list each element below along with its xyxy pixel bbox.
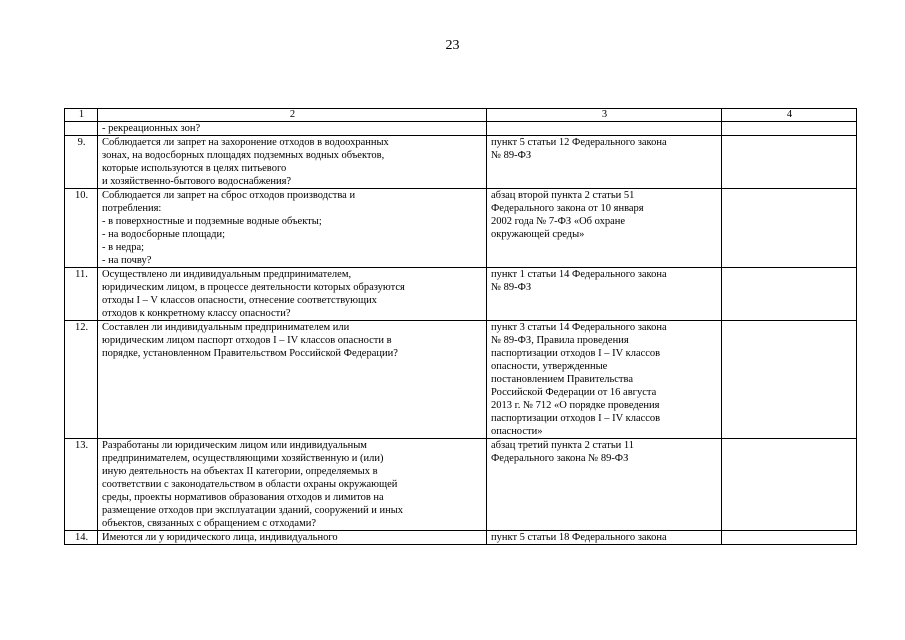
header-cell-1: 1: [65, 109, 98, 122]
question-line: зонах, на водосборных площадях подземных водных объектов,: [102, 150, 385, 161]
row-number: 9.: [65, 136, 98, 189]
reference-cell: [487, 531, 722, 545]
question-line: Соблюдается ли запрет на захоронение отходов в водоохранных: [102, 137, 389, 148]
question-line: порядке, установленном Правительством Российской Федерации?: [102, 348, 398, 359]
page-number: 23: [445, 38, 460, 53]
question-line: юридическим лицом паспорт отходов I – IV классов опасности в: [102, 335, 392, 346]
question-line: Составлен ли индивидуальным предпринимателем или: [102, 322, 350, 333]
table-header-row: [65, 109, 857, 122]
reference-line: абзац третий пункта 2 статьи 11: [491, 440, 634, 451]
note-cell: [722, 321, 857, 439]
reference-line: № 89-ФЗ: [491, 282, 532, 293]
question-line: которые используются в целях питьевого: [102, 163, 287, 174]
question-line: Соблюдается ли запрет на сброс отходов производства и: [102, 190, 356, 201]
table-row: [65, 136, 857, 189]
reference-line: пункт 3 статьи 14 Федерального закона: [491, 322, 667, 333]
reference-line: 2002 года № 7-ФЗ «Об охране: [491, 216, 626, 227]
reference-line: опасности»: [491, 426, 543, 437]
question-line: Осуществлено ли индивидуальным предпринимателем,: [102, 269, 352, 280]
note-cell: [722, 189, 857, 268]
reference-line: окружающей среды»: [491, 229, 585, 240]
reference-line: 2013 г. № 712 «О порядке проведения: [491, 400, 660, 411]
reference-line: Федерального закона от 10 января: [491, 203, 644, 214]
reference-line: пункт 1 статьи 14 Федерального закона: [491, 269, 667, 280]
table-row: [65, 321, 857, 439]
question-line: соответствии с законодательством в области охраны окружающей: [102, 479, 398, 490]
row-number: 11.: [65, 268, 98, 321]
question-line: - рекреационных зон?: [102, 123, 201, 134]
reference-line: № 89-ФЗ, Правила проведения: [491, 335, 629, 346]
question-line: потребления:: [102, 203, 162, 214]
note-cell: [722, 531, 857, 545]
question-cell: [98, 122, 487, 136]
reference-line: Российской Федерации от 16 августа: [491, 387, 657, 398]
question-line: размещение отходов при эксплуатации зданий, сооружений и иных: [102, 505, 403, 516]
reference-cell: [487, 321, 722, 439]
question-line: отходов к конкретному классу опасности?: [102, 308, 291, 319]
row-number: 10.: [65, 189, 98, 268]
question-cell: [98, 189, 487, 268]
question-line: среды, проекты нормативов образования отходов и лимитов на: [102, 492, 384, 503]
reference-line: опасности, утвержденные: [491, 361, 608, 372]
reference-line: абзац второй пункта 2 статьи 51: [491, 190, 635, 201]
table-body: [65, 109, 857, 545]
question-cell: [98, 136, 487, 189]
question-line: предпринимателем, осуществляющими хозяйственную и (или): [102, 453, 384, 464]
reference-cell: [487, 122, 722, 136]
question-cell: [98, 321, 487, 439]
reference-cell: [487, 189, 722, 268]
reference-line: пункт 5 статьи 12 Федерального закона: [491, 137, 667, 148]
reference-line: паспортизации отходов I – IV классов: [491, 413, 661, 424]
reference-cell: [487, 439, 722, 531]
reference-line: № 89-ФЗ: [491, 150, 532, 161]
question-cell: [98, 439, 487, 531]
question-line: отходы I – V классов опасности, отнесение соответствующих: [102, 295, 377, 306]
row-number: 13.: [65, 439, 98, 531]
row-number: 12.: [65, 321, 98, 439]
question-line: - на почву?: [102, 255, 152, 266]
note-cell: [722, 268, 857, 321]
note-cell: [722, 122, 857, 136]
question-line: юридическим лицом, в процессе деятельности которых образуются: [102, 282, 405, 293]
requirements-table: [64, 108, 857, 545]
header-cell-4: 4: [722, 109, 857, 122]
note-cell: [722, 136, 857, 189]
question-line: иную деятельность на объектах II категории, определяемых в: [102, 466, 378, 477]
header-cell-2: 2: [98, 109, 487, 122]
reference-line: паспортизации отходов I – IV классов: [491, 348, 661, 359]
note-cell: [722, 439, 857, 531]
question-line: - на водосборные площади;: [102, 229, 226, 240]
table-row: [65, 439, 857, 531]
question-line: Разработаны ли юридическим лицом или индивидуальным: [102, 440, 367, 451]
question-cell: [98, 268, 487, 321]
question-line: объектов, связанных с обращением с отходами?: [102, 518, 316, 529]
table-row: [65, 531, 857, 545]
question-line: - в недра;: [102, 242, 145, 253]
row-number: 14.: [65, 531, 98, 545]
question-line: и хозяйственно-бытового водоснабжения?: [102, 176, 292, 187]
reference-cell: [487, 136, 722, 189]
header-cell-3: 3: [487, 109, 722, 122]
table-row: [65, 268, 857, 321]
question-line: - в поверхностные и подземные водные объекты;: [102, 216, 322, 227]
row-number: [65, 122, 98, 136]
reference-cell: [487, 268, 722, 321]
question-cell: [98, 531, 487, 545]
question-line: Имеются ли у юридического лица, индивидуального: [102, 532, 338, 543]
reference-line: постановлением Правительства: [491, 374, 634, 385]
reference-line: Федерального закона № 89-ФЗ: [491, 453, 629, 464]
reference-line: пункт 5 статьи 18 Федерального закона: [491, 532, 667, 543]
table-row: [65, 189, 857, 268]
table-row: [65, 122, 857, 136]
